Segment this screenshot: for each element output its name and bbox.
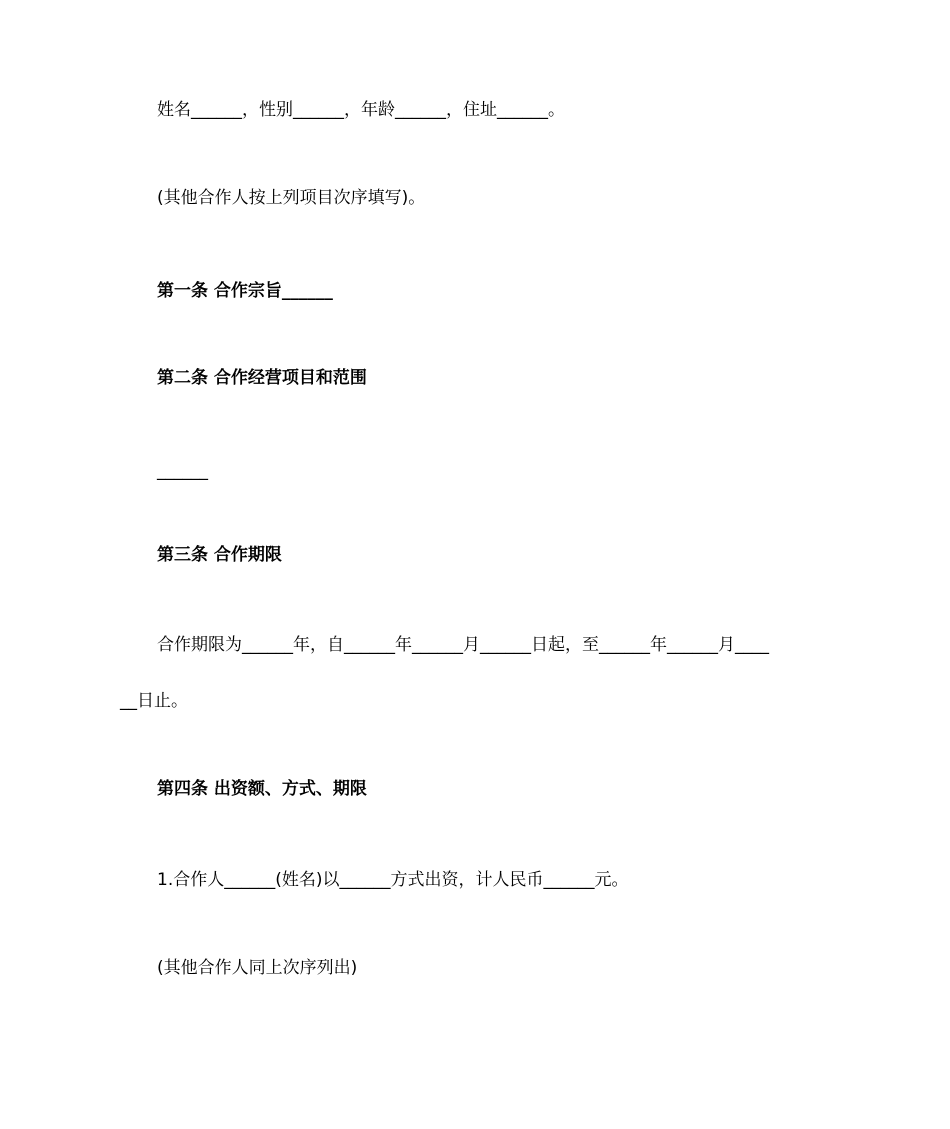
article-2-blank: ______ (157, 461, 208, 481)
term-line-continued: __日止。 (120, 691, 188, 711)
other-partners-note: (其他合作人同上次序列出) (157, 958, 358, 978)
article-1-heading: 第一条 合作宗旨______ (157, 281, 333, 301)
contribution-line: 1.合作人______(姓名)以______方式出资，计人民币______元。 (157, 870, 629, 890)
article-4-heading: 第四条 出资额、方式、期限 (157, 779, 367, 799)
term-line: 合作期限为______年，自______年______月______日起，至______年______月____ (157, 635, 769, 655)
article-2-heading: 第二条 合作经营项目和范围 (157, 368, 367, 388)
article-3-heading: 第三条 合作期限 (157, 545, 282, 565)
partner-info-line: 姓名______，性别______，年龄______，住址______。 (157, 100, 565, 120)
fill-order-note: (其他合作人按上列项目次序填写)。 (157, 188, 426, 208)
